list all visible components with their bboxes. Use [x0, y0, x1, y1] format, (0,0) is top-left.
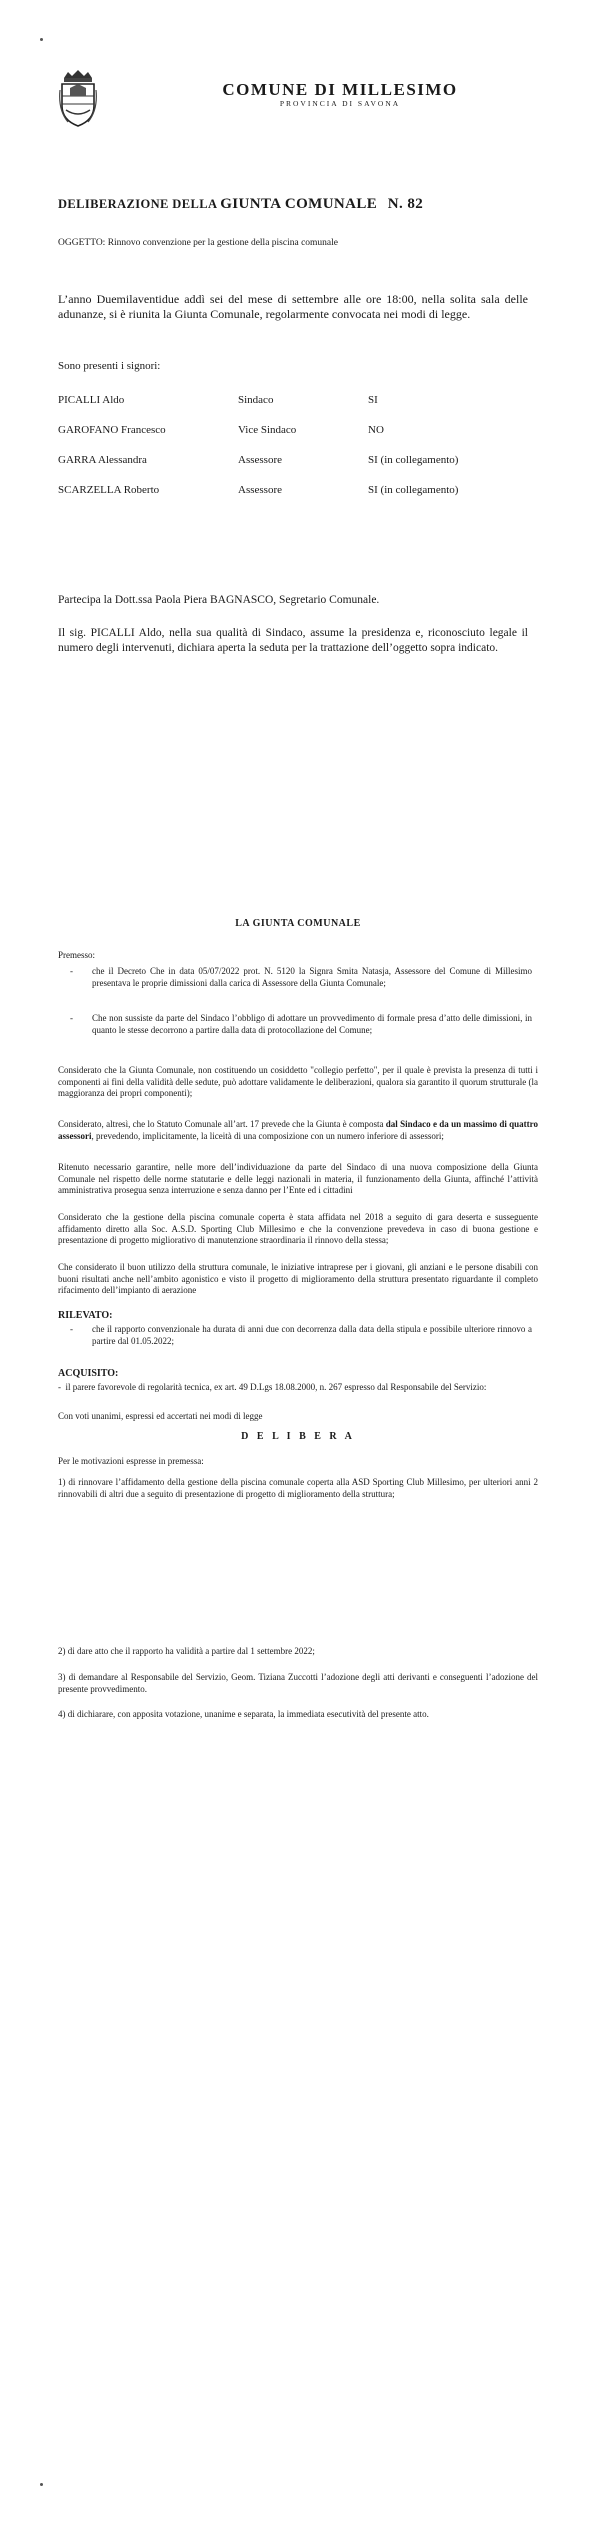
ritenuto-paragraph: Ritenuto necessario garantire, nelle more dell’individuazione da parte del Sindaco di una nuova composizione della Giunta Comunale nel rispetto delle norme statutarie e delle leggi nazionali in materia, il funzionamento della Giunta, affinché l’attività amministrativa prosegua senza interruzione e senza danno per l’Ente ed i cittadini: [58, 1162, 538, 1195]
statuto-text-bold: dal Sindaco e da un massimo di quattro assessori: [58, 1119, 538, 1141]
voti-line: Con voti unanimi, espressi ed accertati nei modi di legge: [58, 1411, 263, 1421]
bullet-dash: -: [58, 1382, 66, 1392]
rilevato-label: RILEVATO:: [58, 1310, 113, 1321]
intro-paragraph: L’anno Duemilaventidue addì sei del mese di settembre alle ore 18:00, nella solita sala delle adunanze, si è riunita la Giunta Comunale, regolarmente convocata nei modi di legge.: [58, 292, 528, 321]
member-role: Assessore: [238, 484, 282, 496]
premesso-item-text: che il Decreto Che in data 05/07/2022 prot. N. 5120 la Signra Smita Natasja, Assessore del Comune di Millesimo presentava le proprie dimissioni dalla carica di Assessore della Giunta Comunale;: [92, 966, 532, 988]
premesso-item: [70, 1013, 532, 1036]
delibera-heading: D E L I B E R A: [241, 1431, 355, 1442]
member-status: NO: [368, 424, 384, 436]
bullet-dash: -: [70, 1324, 73, 1334]
premesso-item-text: Che non sussiste da parte del Sindaco l’obbligo di adottare un provvedimento di formale presa d’atto delle dimissioni, in quanto le stesse decorrono a partire dalla data di protocollazione del Comune;: [92, 1013, 532, 1035]
bullet-dash: -: [70, 966, 73, 976]
considerato-utilizzo-paragraph: Che considerato il buon utilizzo della struttura comunale, le iniziative intraprese per i giovani, gli anziani e le persone disabili con buoni risultati anche nell’ambito agonistico e visto il progetto di miglioramento della struttura presentato riguardante il completo rifacimento dell’impianto di aerazione: [58, 1262, 538, 1295]
subject-line: OGGETTO: Rinnovo convenzione per la gestione della piscina comunale: [58, 238, 338, 248]
considerato-paragraph: Considerato che la Giunta Comunale, non costituendo un cosiddetto "collegio perfetto", per il quale è prevista la presenza di tutti i componenti ai fini della validità delle sedute, può adottare validamente le deliberazioni, qualora sia garantito il quorum strutturale (la maggioranza dei propri componenti);: [58, 1065, 538, 1098]
delibera-point-4: 4) di dichiarare, con apposita votazione, unanime e separata, la immediata esecutività del presente atto.: [58, 1709, 429, 1719]
resolution-organ: GIUNTA COMUNALE: [220, 196, 378, 212]
acquisito-label: ACQUISITO:: [58, 1368, 119, 1379]
presidency-paragraph: Il sig. PICALLI Aldo, nella sua qualità di Sindaco, assume la presidenza e, riconosciuto legale il numero degli intervenuti, dichiara aperta la seduta per la trattazione dell’oggetto sopra indicato.: [58, 627, 528, 654]
motivazioni-line: Per le motivazioni espresse in premessa:: [58, 1456, 204, 1466]
delibera-point-3: 3) di demandare al Responsabile del Servizio, Geom. Tiziana Zuccotti l’adozione degli atti derivanti e conseguenti l’adozione del presente provvedimento.: [58, 1672, 538, 1694]
member-name: GAROFANO Francesco: [58, 424, 166, 436]
rilevato-item: [70, 1324, 532, 1347]
statuto-text-before: Considerato, altresì, che lo Statuto Comunale all’art. 17 prevede che la Giunta è composta: [58, 1119, 386, 1129]
member-role: Assessore: [238, 454, 282, 466]
member-name: GARRA Alessandra: [58, 454, 147, 466]
member-name: SCARZELLA Roberto: [58, 484, 160, 496]
scan-speck: [40, 38, 43, 41]
premesso-item: [70, 966, 532, 989]
member-role: Sindaco: [238, 394, 274, 406]
member-name: PICALLI Aldo: [58, 394, 125, 406]
rilevato-item-text: che il rapporto convenzionale ha durata di anni due con decorrenza dalla data della stipula e possibile ulteriore rinnovo a partire dal 01.05.2022;: [92, 1324, 532, 1346]
acquisito-item: [58, 1382, 538, 1394]
resolution-number: N. 82: [387, 196, 424, 212]
secretary-paragraph: Partecipa la Dott.ssa Paola Piera BAGNASCO, Segretario Comunale.: [58, 594, 380, 606]
resolution-heading: [58, 196, 538, 213]
acquisito-item-text: il parere favorevole di regolarità tecnica, ex art. 49 D.Lgs 18.08.2000, n. 267 espresso dal Responsabile del Servizio:: [65, 1382, 487, 1392]
statuto-text-after: , prevedendo, implicitamente, la liceità di una composizione con un numero inferiore di assessori;: [91, 1130, 444, 1141]
member-status: SI (in collegamento): [368, 484, 459, 496]
considerato-statuto-paragraph: [58, 1119, 538, 1142]
province-name: PROVINCIA DI SAVONA: [279, 99, 401, 108]
considerato-piscina-paragraph: Considerato che la gestione della piscina comunale coperta è stata affidata nel 2018 a seguito di gara deserta e susseguente affidamento diretto alla Soc. A.S.D. Sporting Club Millesimo e che la convenzione prevedeva in caso di buona gestione e presentazione di progetto migliorativo di manutenzione straordinaria il rinnovo della stessa;: [58, 1212, 538, 1245]
premesso-label: Premesso:: [58, 950, 95, 960]
delibera-point-1: 1) di rinnovare l’affidamento della gestione della piscina comunale coperta alla ASD Sporting Club Millesimo, per ulteriori anni 2 rinnovabili di altri due a seguito di presentazione di progetto di miglioramento della struttura;: [58, 1477, 538, 1499]
member-role: Vice Sindaco: [238, 424, 297, 436]
giunta-heading: LA GIUNTA COMUNALE: [235, 918, 361, 929]
bullet-dash: -: [70, 1013, 73, 1023]
member-status: SI: [368, 394, 378, 406]
municipality-name: COMUNE DI MILLESIMO: [222, 80, 458, 99]
present-label: Sono presenti i signori:: [58, 360, 161, 372]
delibera-point-2: 2) di dare atto che il rapporto ha validità a partire dal 1 settembre 2022;: [58, 1646, 315, 1656]
member-status: SI (in collegamento): [368, 454, 459, 466]
scan-speck: [40, 2483, 43, 2486]
resolution-prefix: DELIBERAZIONE DELLA: [58, 197, 217, 211]
municipal-crest-icon: [58, 70, 98, 128]
